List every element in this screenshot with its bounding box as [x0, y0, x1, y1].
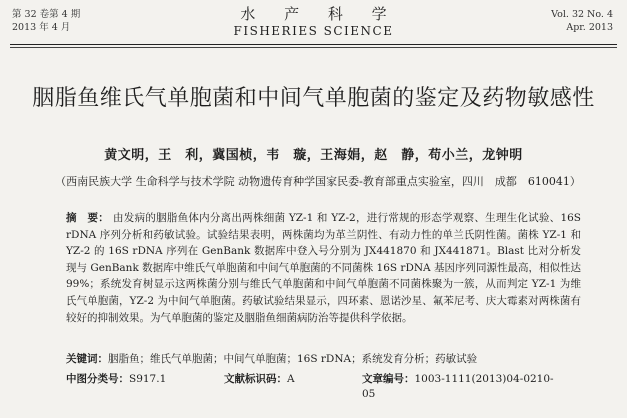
keywords-label: 关键词： [66, 353, 108, 365]
article-number-value: 1003-1111(2013)04-0210-05 [362, 373, 554, 400]
clc-label: 中图分类号： [66, 373, 129, 385]
journal-masthead [0, 5, 627, 39]
paper-title: 胭脂鱼维氏气单胞菌和中间气单胞菌的鉴定及药物敏感性 [32, 86, 595, 111]
header-rule [10, 44, 617, 45]
document-code [224, 372, 295, 387]
header-rule-thin [10, 47, 617, 48]
abstract-label: 摘 要： [66, 212, 110, 224]
volume-cn: 第 32 卷第 4 期 [12, 9, 81, 20]
journal-name-cn: 水 产 科 学 [240, 5, 399, 23]
clc-value: S917.1 [129, 373, 167, 385]
abstract-block [66, 210, 581, 326]
affiliation: （西南民族大学 生命科学与技术学院 动物遗传育种学国家民委-教育部重点实验室，四川 成都 610041） [55, 175, 581, 188]
doc-code-value: A [287, 373, 295, 385]
date-en: Apr. 2013 [566, 22, 613, 33]
date-cn: 2013 年 4 月 [12, 22, 71, 33]
doc-code-label: 文献标识码： [224, 373, 287, 385]
article-number [362, 372, 566, 402]
issue-info-en [551, 8, 613, 34]
author-list: 黄文明，王 利，冀国桢，韦 璇，王海娟，赵 静，苟小兰，龙钟明 [104, 148, 523, 163]
article-number-label: 文章编号： [362, 373, 415, 385]
keywords-block [66, 352, 586, 367]
journal-name-en: FISHERIES SCIENCE [233, 24, 394, 38]
abstract-text: 由发病的胭脂鱼体内分离出两株细菌 YZ-1 和 YZ-2，进行常规的形态学观察、生理生化试验、16S rDNA 序列分析和药敏试验。试验结果表明，两株菌均为革兰阴性、有动力性的单兰氏阴性菌。菌株 YZ-1 和 YZ-2 的 16S rDNA 序列在 GenBank 数据库中登入号分别为 JX441870 和 JX441871。Blast 比对分析发现与 GenBank 数据库中维氏气单胞菌和中间气单胞菌的不同菌株 16S rDNA 基因序列同源性最高，相似性达 99%；系统发育树显示这两株菌分别与维氏气单胞菌和中间气单胞菌不同菌株聚为一簇，从而判定 YZ-1 为维氏气单胞菌，YZ-2 为中间气单胞菌。药敏试验结果显示，四环素、恩诺沙星、氟苯尼考、庆大霉素对两株菌有较好的抑制效果。为气单胞菌的鉴定及胭脂鱼细菌病防治等提供科学依据。 [66, 212, 581, 324]
keywords-text: 胭脂鱼；维氏气单胞菌；中间气单胞菌；16S rDNA；系统发育分析；药敏试验 [108, 353, 478, 365]
classification-line [66, 372, 566, 400]
clc-number [66, 372, 166, 387]
volume-en: Vol. 32 No. 4 [551, 9, 613, 20]
